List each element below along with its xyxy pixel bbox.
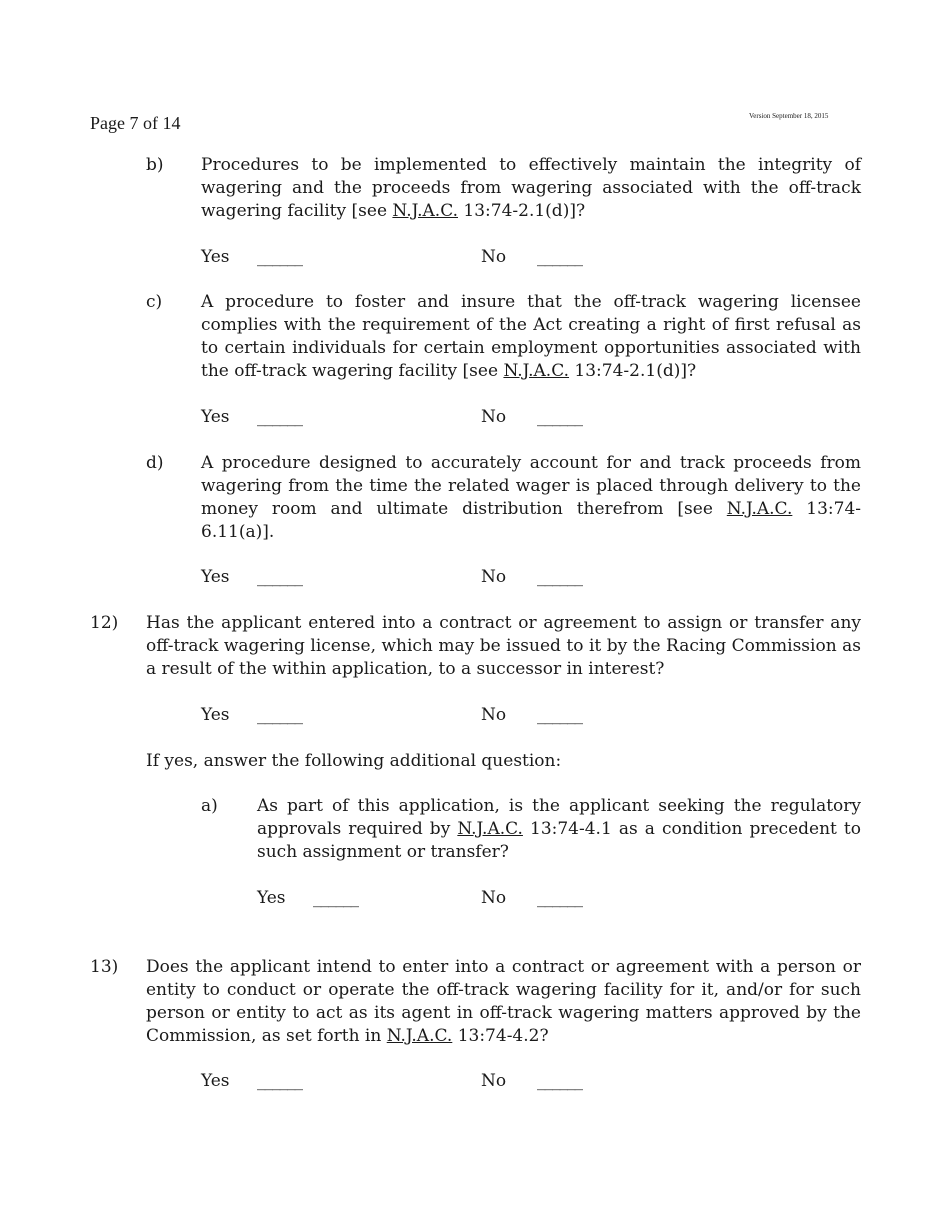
- no-label: No: [481, 247, 507, 267]
- yes-answer-blank[interactable]: ______: [257, 407, 302, 427]
- yes-label: Yes: [257, 888, 286, 908]
- yes-label: Yes: [201, 1071, 230, 1091]
- no-label: No: [481, 407, 507, 427]
- no-answer-blank[interactable]: ______: [537, 567, 582, 587]
- citation-njac: N.J.A.C.: [392, 201, 458, 221]
- yes-label: Yes: [201, 407, 230, 427]
- question-12a-label: a): [201, 796, 218, 816]
- no-answer-blank[interactable]: ______: [537, 705, 582, 725]
- item-d-label: d): [146, 453, 164, 473]
- no-answer-blank[interactable]: ______: [537, 888, 582, 908]
- question-12-followup: If yes, answer the following additional question:: [146, 751, 562, 771]
- question-13-text: Does the applicant intend to enter into a contract or agreement with a person or entity to conduct or operate the off-track wagering facility for it, and/or for such person or entity to act as its agent in off-track wagering matters approved by the Commission, as set forth in N.J.A.C. 13:74-4.2?: [146, 957, 861, 1046]
- no-label: No: [481, 567, 507, 587]
- citation-njac: N.J.A.C.: [457, 819, 523, 839]
- yes-answer-blank[interactable]: ______: [257, 567, 302, 587]
- no-label: No: [481, 1071, 507, 1091]
- citation-njac: N.J.A.C.: [726, 499, 793, 519]
- yes-label: Yes: [201, 705, 230, 725]
- item-b-label: b): [146, 155, 164, 175]
- question-12-label: 12): [90, 613, 119, 633]
- citation-njac: N.J.A.C.: [386, 1026, 453, 1046]
- item-c-label: c): [146, 292, 163, 312]
- item-b-question: Procedures to be implemented to effectively maintain the integrity of wagering and the proceeds from wagering associated with the off-track wagering facility [see N.J.A.C. 13:74-2.1(d)]?: [201, 155, 861, 221]
- question-12-text: Has the applicant entered into a contract or agreement to assign or transfer any off-track wagering license, which may be issued to it by the Racing Commission as a result of the within application, to a successor in interest?: [146, 613, 861, 679]
- item-d-question: A procedure designed to accurately account for and track proceeds from wagering from the time the related wager is placed through delivery to the money room and ultimate distribution therefrom [see N.J.A.C. 13:74-6.11(a)].: [201, 453, 861, 542]
- question-12a-text: As part of this application, is the applicant seeking the regulatory approvals required by N.J.A.C. 13:74-4.1 as a condition precedent to such assignment or transfer?: [257, 796, 861, 862]
- citation-njac: N.J.A.C.: [503, 361, 570, 381]
- no-label: No: [481, 705, 507, 725]
- question-13-label: 13): [90, 957, 119, 977]
- page-number: Page 7 of 14: [90, 113, 181, 133]
- no-label: No: [481, 888, 507, 908]
- no-answer-blank[interactable]: ______: [537, 407, 582, 427]
- version-date: Version September 18, 2015: [749, 112, 829, 120]
- no-answer-blank[interactable]: ______: [537, 247, 582, 267]
- yes-answer-blank[interactable]: ______: [257, 705, 302, 725]
- item-c-question: A procedure to foster and insure that the off-track wagering licensee complies with the requirement of the Act creating a right of first refusal as to certain individuals for certain employment opportunities associated with the off-track wagering facility [see N.J.A.C. 13:74-2.1(d)]?: [201, 292, 861, 381]
- yes-label: Yes: [201, 567, 230, 587]
- yes-answer-blank[interactable]: ______: [313, 888, 358, 908]
- no-answer-blank[interactable]: ______: [537, 1071, 582, 1091]
- yes-label: Yes: [201, 247, 230, 267]
- yes-answer-blank[interactable]: ______: [257, 1071, 302, 1091]
- yes-answer-blank[interactable]: ______: [257, 247, 302, 267]
